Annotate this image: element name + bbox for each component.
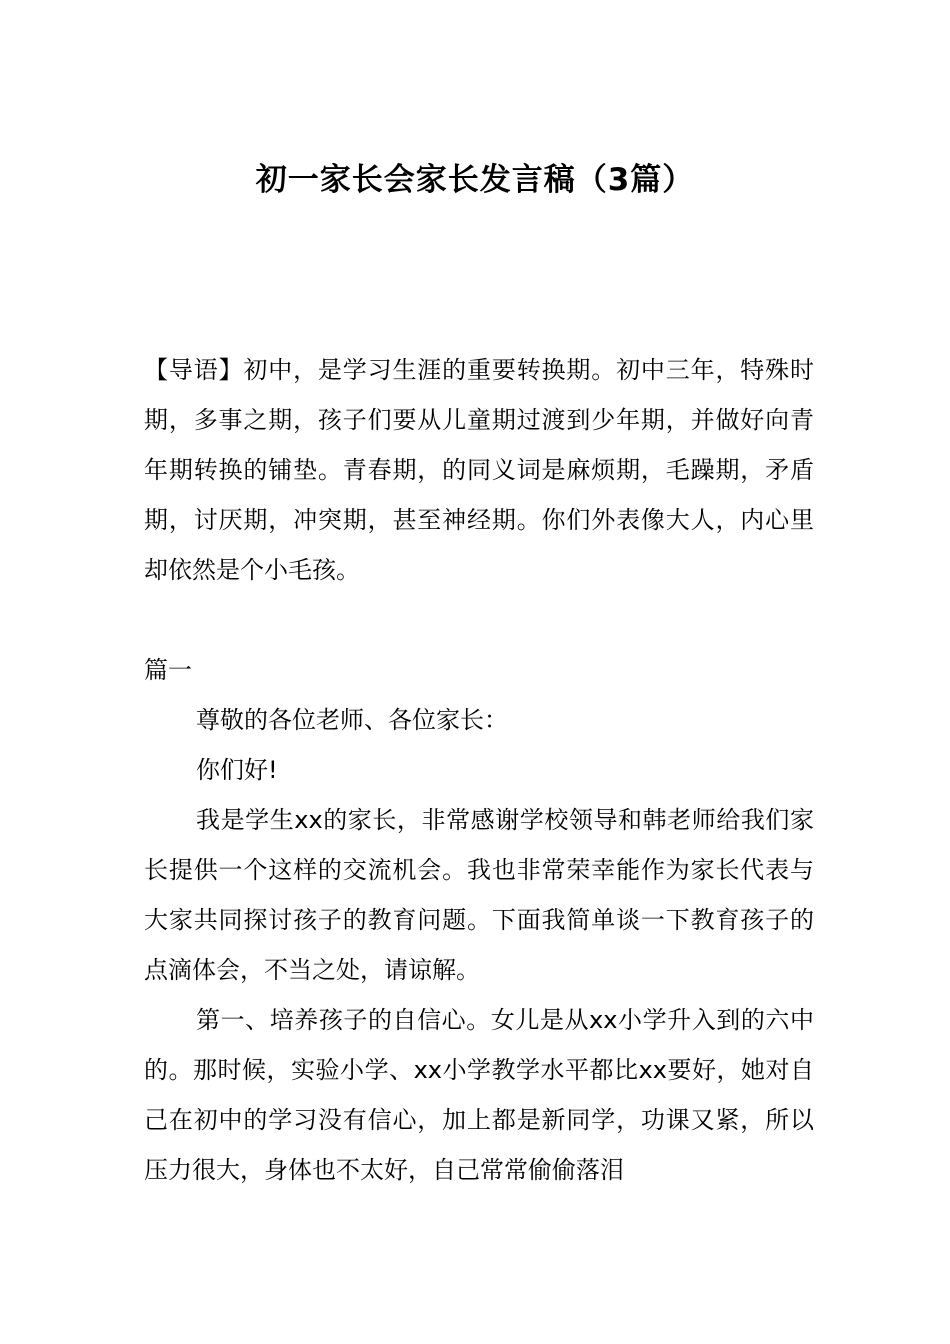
salutation: 尊敬的各位老师、各位家长：	[196, 706, 508, 734]
body-paragraph: 我是学生xx的家长，非常感谢学校领导和韩老师给我们家长提供一个这样的交流机会。我也非常荣幸能作为家长代表与大家共同探讨孩子的教育问题。下面我简单谈一下教育孩子的点滴体会，不当之处，请谅解。	[144, 806, 814, 984]
greeting: 你们好!	[196, 756, 278, 784]
document-body	[144, 345, 814, 1195]
section-heading: 篇一	[144, 656, 192, 684]
document-title: 初一家长会家长发言稿（3篇）	[255, 162, 695, 198]
body-paragraph: 第一、培养孩子的自信心。女儿是从xx小学升入到的六中的。那时候，实验小学、xx小学教学水平都比xx要好，她对自己在初中的学习没有信心，加上都是新同学，功课又紧，所以压力很大，身体也不太好，自己常常偷偷落泪	[144, 1006, 814, 1184]
intro-paragraph: 【导语】初中，是学习生涯的重要转换期。初中三年，特殊时期，多事之期，孩子们要从儿童期过渡到少年期，并做好向青年期转换的铺垫。青春期，的同义词是麻烦期，毛躁期，矛盾期，讨厌期，冲突期，甚至神经期。你们外表像大人，内心里却依然是个小毛孩。	[144, 356, 814, 584]
